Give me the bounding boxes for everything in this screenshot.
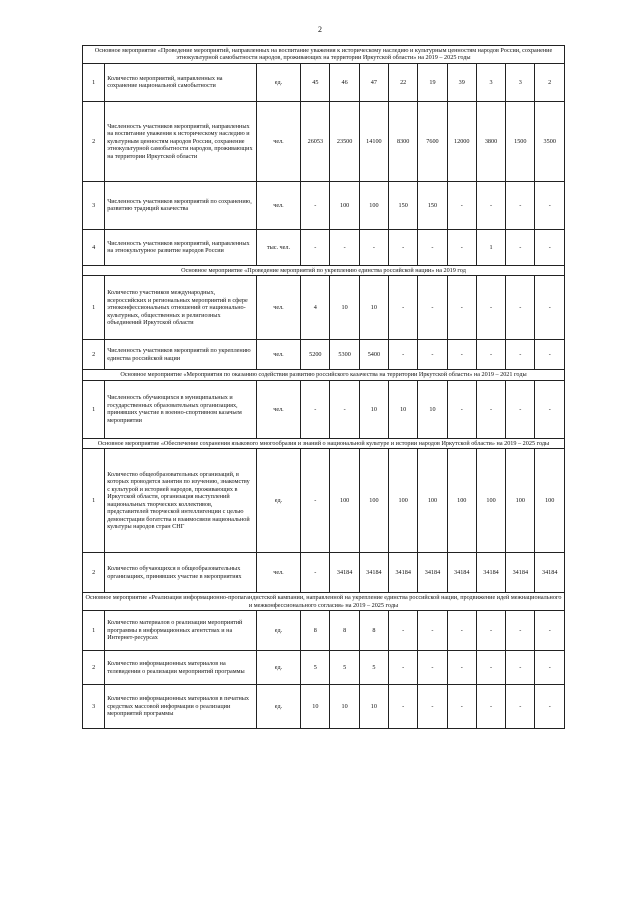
row-number: 1 xyxy=(83,611,105,651)
value-cell: 10 xyxy=(359,685,388,729)
value-cell: - xyxy=(389,276,418,340)
value-cell: - xyxy=(447,611,476,651)
value-cell: 34184 xyxy=(447,553,476,593)
value-cell: - xyxy=(506,229,535,265)
value-cell: 3 xyxy=(506,63,535,101)
table-row xyxy=(83,553,565,593)
value-cell: 3500 xyxy=(535,101,565,181)
table-row xyxy=(83,181,565,229)
value-cell: 5200 xyxy=(301,340,330,370)
indicator-name: Численность участников мероприятий по сохранению, развитию традиций казачества xyxy=(105,181,257,229)
value-cell: 8 xyxy=(359,611,388,651)
value-cell: - xyxy=(418,685,447,729)
value-cell: - xyxy=(301,181,330,229)
value-cell: - xyxy=(418,276,447,340)
table-row xyxy=(83,380,565,438)
indicator-name: Численность участников мероприятий, направленных на воспитание уважения к историческому наследию и культурным ценностям народов России, сохранение этнокультурной самобытности народов, проживающих на территории Иркутской области xyxy=(105,101,257,181)
value-cell: 39 xyxy=(447,63,476,101)
section-header-row xyxy=(83,265,565,275)
value-cell: - xyxy=(330,380,359,438)
value-cell: 8300 xyxy=(389,101,418,181)
section-header-row xyxy=(83,438,565,448)
section-header-row xyxy=(83,46,565,64)
value-cell: - xyxy=(447,685,476,729)
value-cell: - xyxy=(535,340,565,370)
value-cell: 3 xyxy=(476,63,505,101)
value-cell: - xyxy=(418,340,447,370)
value-cell: 150 xyxy=(418,181,447,229)
value-cell: - xyxy=(301,380,330,438)
value-cell: 100 xyxy=(389,449,418,553)
value-cell: 10 xyxy=(359,276,388,340)
value-cell: 26053 xyxy=(301,101,330,181)
row-number: 3 xyxy=(83,181,105,229)
value-cell: - xyxy=(476,611,505,651)
value-cell: - xyxy=(301,229,330,265)
unit-cell: тыс. чел. xyxy=(256,229,300,265)
value-cell: 100 xyxy=(359,181,388,229)
row-number: 1 xyxy=(83,276,105,340)
section-title: Основное мероприятие «Реализация информационно-пропагандистской кампании, направленной на укрепление единства российской нации, продвижение идей межнационального и межконфессионального согласия» на 2019 – 2025 годы xyxy=(83,593,565,611)
value-cell: 10 xyxy=(389,380,418,438)
value-cell: 10 xyxy=(330,276,359,340)
value-cell: 45 xyxy=(301,63,330,101)
section-title: Основное мероприятие «Проведение мероприятий, направленных на воспитание уважения к историческому наследию и культурным ценностям народов России, сохранение этнокультурной самобытности народов, проживающих на территории Иркутской области» на 2019 – 2025 годы xyxy=(83,46,565,64)
value-cell: 34184 xyxy=(418,553,447,593)
value-cell: - xyxy=(476,276,505,340)
unit-cell: чел. xyxy=(256,276,300,340)
value-cell: 8 xyxy=(301,611,330,651)
value-cell: 10 xyxy=(418,380,447,438)
value-cell: - xyxy=(506,340,535,370)
indicator-name: Количество материалов о реализации мероприятий программы в информационных агентствах и на Интернет-ресурсах xyxy=(105,611,257,651)
value-cell: - xyxy=(447,340,476,370)
indicators-table xyxy=(82,45,565,729)
value-cell: - xyxy=(506,651,535,685)
value-cell: - xyxy=(418,651,447,685)
unit-cell: ед. xyxy=(256,611,300,651)
indicator-name: Количество обучающихся в общеобразовательных организациях, принявших участие в мероприятиях xyxy=(105,553,257,593)
value-cell: 7600 xyxy=(418,101,447,181)
value-cell: 1500 xyxy=(506,101,535,181)
section-header-row xyxy=(83,370,565,380)
value-cell: - xyxy=(447,276,476,340)
value-cell: 100 xyxy=(447,449,476,553)
value-cell: - xyxy=(389,340,418,370)
value-cell: 100 xyxy=(418,449,447,553)
row-number: 1 xyxy=(83,63,105,101)
value-cell: - xyxy=(535,229,565,265)
value-cell: 2 xyxy=(535,63,565,101)
value-cell: 46 xyxy=(330,63,359,101)
table-row xyxy=(83,340,565,370)
value-cell: - xyxy=(359,229,388,265)
value-cell: 100 xyxy=(330,449,359,553)
indicator-name: Численность обучающихся в муниципальных и государственных образовательных организациях, принявших участие в военно-спортивном казачьем мероприятии xyxy=(105,380,257,438)
value-cell: - xyxy=(506,181,535,229)
value-cell: - xyxy=(535,181,565,229)
unit-cell: ед. xyxy=(256,685,300,729)
row-number: 1 xyxy=(83,380,105,438)
unit-cell: чел. xyxy=(256,380,300,438)
table-row xyxy=(83,276,565,340)
section-title: Основное мероприятие «Обеспечение сохранения языкового многообразия и знаний о национальной культуре и истории народов Иркутской области» на 2019 – 2025 годы xyxy=(83,438,565,448)
unit-cell: чел. xyxy=(256,340,300,370)
value-cell: 150 xyxy=(389,181,418,229)
value-cell: - xyxy=(506,611,535,651)
row-number: 2 xyxy=(83,101,105,181)
indicator-name: Количество мероприятий, направленных на сохранение национальной самобытности xyxy=(105,63,257,101)
row-number: 2 xyxy=(83,340,105,370)
value-cell: 3800 xyxy=(476,101,505,181)
value-cell: 5 xyxy=(330,651,359,685)
value-cell: - xyxy=(506,380,535,438)
unit-cell: чел. xyxy=(256,553,300,593)
value-cell: - xyxy=(535,380,565,438)
value-cell: - xyxy=(389,229,418,265)
value-cell: 19 xyxy=(418,63,447,101)
value-cell: - xyxy=(389,685,418,729)
value-cell: 5400 xyxy=(359,340,388,370)
row-number: 1 xyxy=(83,449,105,553)
value-cell: 23500 xyxy=(330,101,359,181)
value-cell: 47 xyxy=(359,63,388,101)
row-number: 2 xyxy=(83,553,105,593)
value-cell: 4 xyxy=(301,276,330,340)
value-cell: 12000 xyxy=(447,101,476,181)
value-cell: - xyxy=(535,611,565,651)
row-number: 2 xyxy=(83,651,105,685)
table-row xyxy=(83,229,565,265)
unit-cell: ед. xyxy=(256,449,300,553)
value-cell: - xyxy=(389,651,418,685)
table-row xyxy=(83,101,565,181)
value-cell: 34184 xyxy=(476,553,505,593)
value-cell: - xyxy=(535,651,565,685)
value-cell: 10 xyxy=(359,380,388,438)
value-cell: 100 xyxy=(330,181,359,229)
table-row xyxy=(83,685,565,729)
value-cell: 100 xyxy=(535,449,565,553)
value-cell: - xyxy=(418,229,447,265)
value-cell: 10 xyxy=(330,685,359,729)
value-cell: 5300 xyxy=(330,340,359,370)
indicator-name: Численность участников мероприятий по укреплению единства российской нации xyxy=(105,340,257,370)
indicator-name: Количество участников международных, всероссийских и региональных мероприятий в сфере этноконфессиональных отношений от национально-культурных, общественных и религиозных объединений Иркутской области xyxy=(105,276,257,340)
value-cell: - xyxy=(447,181,476,229)
section-header-row xyxy=(83,593,565,611)
value-cell: - xyxy=(301,553,330,593)
value-cell: - xyxy=(447,229,476,265)
indicator-name: Количество информационных материалов на телевидении о реализации мероприятий программы xyxy=(105,651,257,685)
section-title: Основное мероприятие «Мероприятия по оказанию содействия развитию российского казачества на территории Иркутской области» на 2019 – 2021 годы xyxy=(83,370,565,380)
value-cell: - xyxy=(330,229,359,265)
value-cell: 100 xyxy=(506,449,535,553)
value-cell: 34184 xyxy=(389,553,418,593)
value-cell: 5 xyxy=(301,651,330,685)
indicator-name: Количество информационных материалов в печатных средствах массовой информации о реализации мероприятий программы xyxy=(105,685,257,729)
unit-cell: ед. xyxy=(256,651,300,685)
page-number: 2 xyxy=(318,25,322,34)
value-cell: 10 xyxy=(301,685,330,729)
table-row xyxy=(83,651,565,685)
value-cell: - xyxy=(301,449,330,553)
value-cell: - xyxy=(476,685,505,729)
value-cell: - xyxy=(389,611,418,651)
value-cell: - xyxy=(476,380,505,438)
value-cell: 8 xyxy=(330,611,359,651)
value-cell: - xyxy=(418,611,447,651)
row-number: 4 xyxy=(83,229,105,265)
row-number: 3 xyxy=(83,685,105,729)
value-cell: 22 xyxy=(389,63,418,101)
table-row xyxy=(83,611,565,651)
value-cell: 14100 xyxy=(359,101,388,181)
value-cell: 100 xyxy=(476,449,505,553)
indicator-name: Количество общеобразовательных организаций, в которых проводятся занятия по изучению, знакомству с культурой и историей народов, проживающих в Иркутской области, организация выступлений национальных творческих коллективов, представителей творческой интеллигенции с целью демонстрации богатства и взаимосвязи национальной культуры народов стран СНГ xyxy=(105,449,257,553)
section-title: Основное мероприятие «Проведение мероприятий по укреплению единства российской нации» на 2019 год xyxy=(83,265,565,275)
value-cell: 34184 xyxy=(359,553,388,593)
value-cell: - xyxy=(535,685,565,729)
value-cell: 34184 xyxy=(506,553,535,593)
value-cell: - xyxy=(476,340,505,370)
value-cell: - xyxy=(447,651,476,685)
value-cell: - xyxy=(476,651,505,685)
value-cell: 100 xyxy=(359,449,388,553)
unit-cell: чел. xyxy=(256,101,300,181)
table-row xyxy=(83,449,565,553)
value-cell: 1 xyxy=(476,229,505,265)
table-row xyxy=(83,63,565,101)
value-cell: - xyxy=(476,181,505,229)
indicator-name: Численность участников мероприятий, направленных на этнокультурное развитие народов России xyxy=(105,229,257,265)
value-cell: 34184 xyxy=(535,553,565,593)
value-cell: - xyxy=(506,276,535,340)
unit-cell: ед. xyxy=(256,63,300,101)
unit-cell: чел. xyxy=(256,181,300,229)
value-cell: - xyxy=(506,685,535,729)
value-cell: 34184 xyxy=(330,553,359,593)
value-cell: - xyxy=(447,380,476,438)
value-cell: 5 xyxy=(359,651,388,685)
value-cell: - xyxy=(535,276,565,340)
